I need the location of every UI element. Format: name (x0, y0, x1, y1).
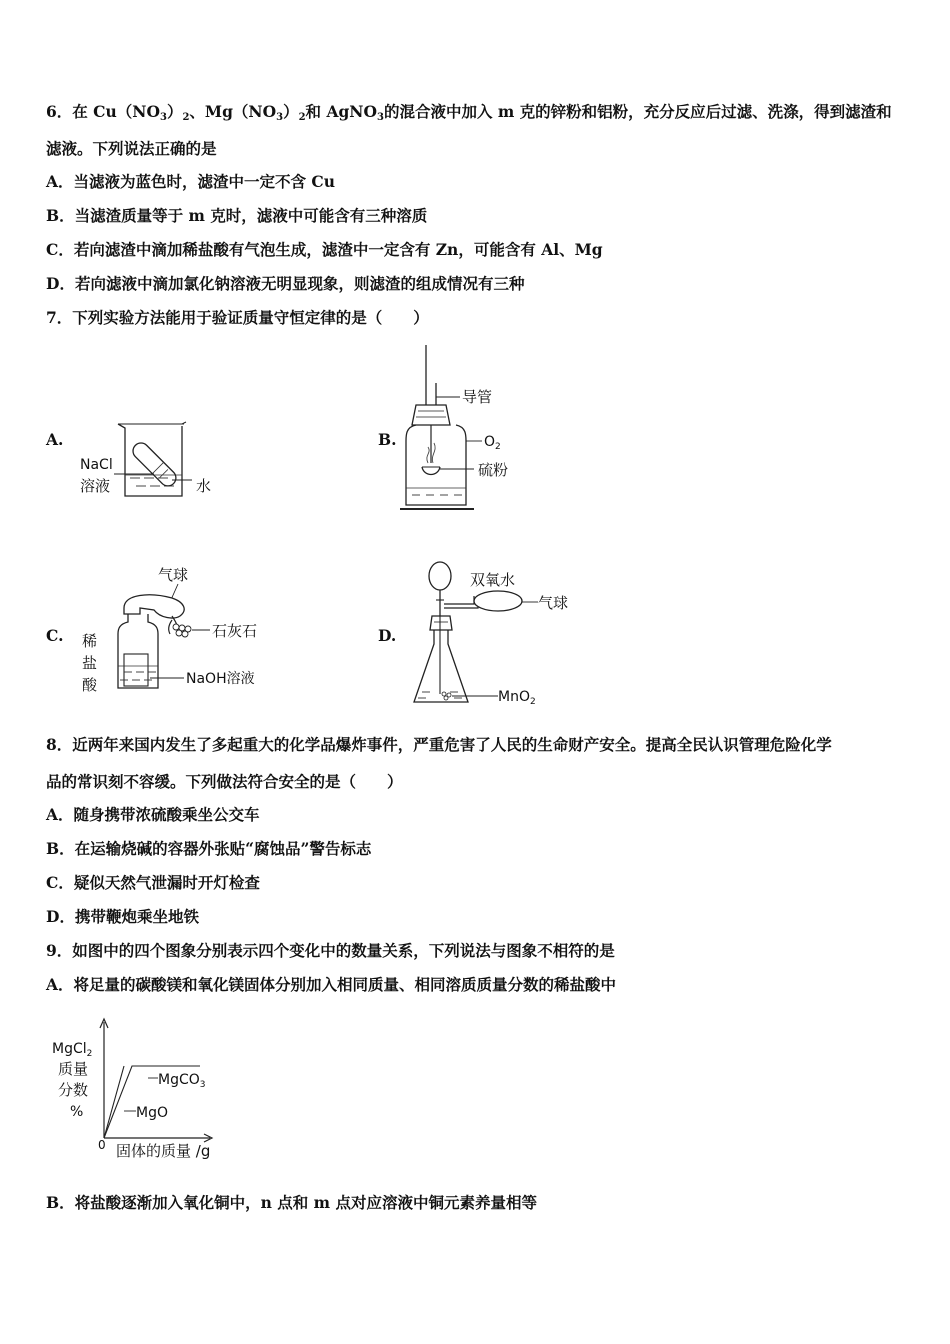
figure-d-mno2-label: MnO$_2$ (498, 689, 536, 707)
q6-stem-line2: 滤液。下列说法正确的是 (46, 139, 217, 158)
figure-c-acid-label-1: 稀 (82, 632, 98, 650)
q9-mgo-label: MgO (136, 1105, 168, 1121)
q7-label-d: D. (378, 626, 397, 645)
q6-option-b: B．当滤渣质量等于 m 克时，滤液中可能含有三种溶质 (46, 206, 428, 225)
figure-c-limestone-label: 石灰石 (212, 622, 258, 640)
q8-option-d: D．携带鞭炮乘坐地铁 (46, 907, 199, 926)
q9-ylabel-2: 质量 (58, 1060, 89, 1078)
q7-label-a: A. (46, 430, 64, 449)
figure-b-o2-label: $O_2$ (484, 434, 501, 452)
figure-a-solution-label: 溶液 (80, 477, 111, 495)
q8-stem-line2: 品的常识刻不容缓。下列做法符合安全的是（ ） (46, 772, 403, 791)
figure-b-tube-label: 导管 (462, 388, 493, 406)
q6-option-d: D．若向滤液中滴加氯化钠溶液无明显现象，则滤渣的组成情况有三种 (46, 274, 525, 293)
q9-option-b: B．将盐酸逐渐加入氧化铜中，n 点和 m 点对应溶液中铜元素养量相等 (46, 1193, 537, 1212)
q7-stem: 7．下列实验方法能用于验证质量守恒定律的是（ ） (46, 308, 429, 327)
figure-c-acid-label-2: 盐 (82, 654, 98, 672)
q8-option-b: B．在运输烧碱的容器外张贴“腐蚀品”警告标志 (46, 839, 372, 858)
q6-stem-line1: 6．在 $Cu(NO_3)_2$、$Mg(NO_3)_2$和 AgNO$_3$的混合液中加入 m 克的锌粉和铝粉，充分反应后过滤、洗涤，得到滤渣和 (46, 102, 892, 123)
q8-option-a: A．随身携带浓硫酸乘坐公交车 (46, 805, 260, 824)
q9-stem: 9．如图中的四个图象分别表示四个变化中的数量关系，下列说法与图象不相符的是 (46, 941, 615, 960)
q9-ylabel-1: MgCl$_2$ (52, 1041, 93, 1059)
q8-stem-line1: 8．近两年来国内发生了多起重大的化学品爆炸事件，严重危害了人民的生命财产安全。提高全民认识管理危险化学 (46, 735, 832, 754)
q6-option-c: C．若向滤渣中滴加稀盐酸有气泡生成，滤渣中一定含有 Zn，可能含有 Al、Mg (46, 240, 603, 259)
figure-d-balloon-label: 气球 (538, 594, 569, 612)
q7-label-b: B. (378, 430, 397, 449)
figure-a-nacl-label: NaCl (80, 457, 113, 473)
figure-c-naoh-label: NaOH溶液 (186, 671, 255, 687)
q9-option-a: A．将足量的碳酸镁和氧化镁固体分别加入相同质量、相同溶质质量分数的稀盐酸中 (46, 975, 617, 994)
q9-ylabel-4: % (70, 1104, 84, 1120)
q9-origin-label: 0 (98, 1138, 106, 1152)
q7-label-c: C. (46, 626, 64, 645)
figure-c-apparatus (80, 562, 280, 702)
figure-c-balloon-label: 气球 (158, 566, 189, 584)
figure-b-jar (400, 345, 560, 515)
figure-d-h2o2-label: 双氧水 (470, 571, 516, 589)
figure-a-water-label: 水 (196, 477, 212, 495)
q9-ylabel-3: 分数 (58, 1081, 89, 1099)
q9-xlabel: 固体的质量 /g (116, 1142, 211, 1160)
q9-mgco3-label: MgCO$_3$ (158, 1072, 206, 1090)
q6-option-a: A．当滤液为蓝色时，滤渣中一定不含 Cu (46, 172, 336, 191)
figure-a-beaker (78, 418, 248, 503)
figure-b-sulfur-label: 硫粉 (478, 461, 509, 479)
figure-d-flask (410, 556, 580, 708)
q8-option-c: C．疑似天然气泄漏时开灯检查 (46, 873, 260, 892)
q9-mgo-line (104, 1066, 124, 1138)
figure-c-acid-label-3: 酸 (82, 676, 98, 694)
q9-graph (52, 1016, 232, 1164)
